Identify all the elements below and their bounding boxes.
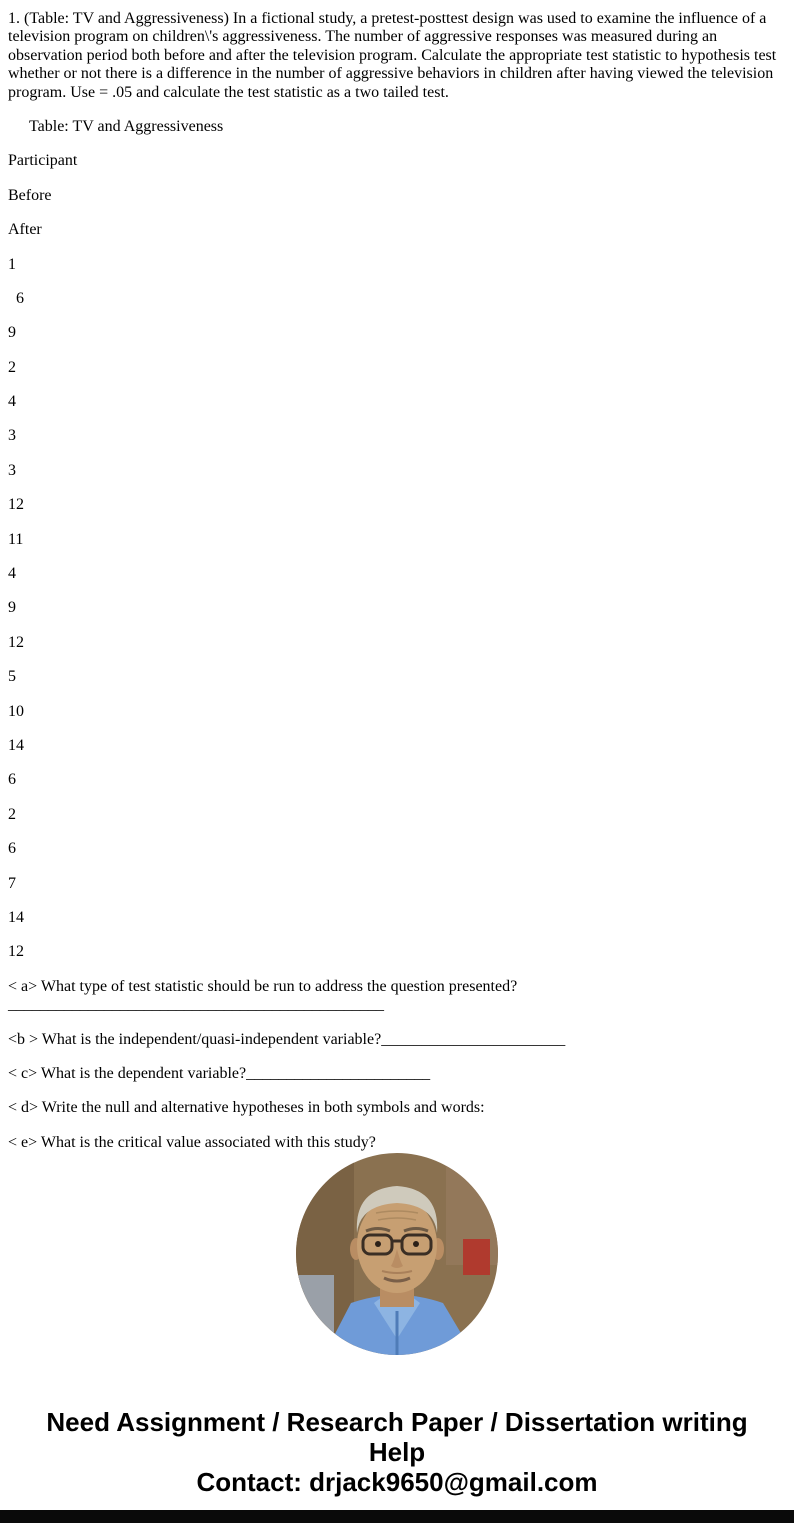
avatar-section (0, 1153, 794, 1355)
table-value-line: 12 (8, 496, 24, 514)
question-e-clipped: < e> What is the critical value associated with this study? (8, 1133, 376, 1151)
promo-heading: Need Assignment / Research Paper / Dissertation writing Help (46, 1407, 748, 1467)
table-value-line: 6 (8, 840, 16, 858)
table-value-line: 12 (8, 633, 24, 651)
table-header-after: After (8, 221, 42, 239)
question-intro: 1. (Table: TV and Aggressiveness) In a fictional study, a pretest-posttest design was used to examine the influence of a television program on children\'s aggressiveness. The number of aggressive responses was measured during an observation period both before and after the television program. Calculate the appropriate test statistic to hypothesis test whether or not there is a difference in the number of aggressive behaviors in children after having viewed the television program. Use = .05 and calculate the test statistic as a two tailed test. (8, 10, 777, 101)
promo-contact-email: Contact: drjack9650@gmail.com (196, 1467, 598, 1497)
table-header-before: Before (8, 186, 52, 204)
table-value-line: 6 (8, 771, 16, 789)
table-value-line: 7 (8, 874, 16, 892)
table-caption: Table: TV and Aggressiveness (29, 117, 224, 135)
table-value-line: 5 (8, 668, 16, 686)
question-d: < d> Write the null and alternative hypotheses in both symbols and words: (8, 1099, 485, 1117)
table-value-line: 14 (8, 908, 24, 926)
bottom-bar (0, 1510, 794, 1523)
table-value-line: 6 (16, 289, 24, 307)
table-header-participant: Participant (8, 152, 78, 170)
question-c: < c> What is the dependent variable?_______________________ (8, 1064, 431, 1082)
table-value-line: 3 (8, 427, 16, 445)
table-value-line: 14 (8, 736, 24, 754)
table-value-line: 4 (8, 393, 16, 411)
table-value-line: 11 (8, 530, 24, 548)
promo-footer (0, 1407, 794, 1497)
table-value-line: 9 (8, 324, 16, 342)
table-value-line: 4 (8, 565, 16, 583)
table-value-line: 3 (8, 461, 16, 479)
table-value-line: 9 (8, 599, 16, 617)
instructor-photo (296, 1153, 498, 1355)
table-value-line: 10 (8, 702, 24, 720)
table-value-line: 2 (8, 358, 16, 376)
table-value-line: 1 (8, 255, 16, 273)
question-a: < a> What type of test statistic should be run to address the question presented? _______________________________________________ (8, 977, 518, 1014)
table-value-line: 12 (8, 943, 24, 961)
question-b: <b > What is the independent/quasi-independent variable?_______________________ (8, 1030, 566, 1048)
table-value-line: 2 (8, 805, 16, 823)
